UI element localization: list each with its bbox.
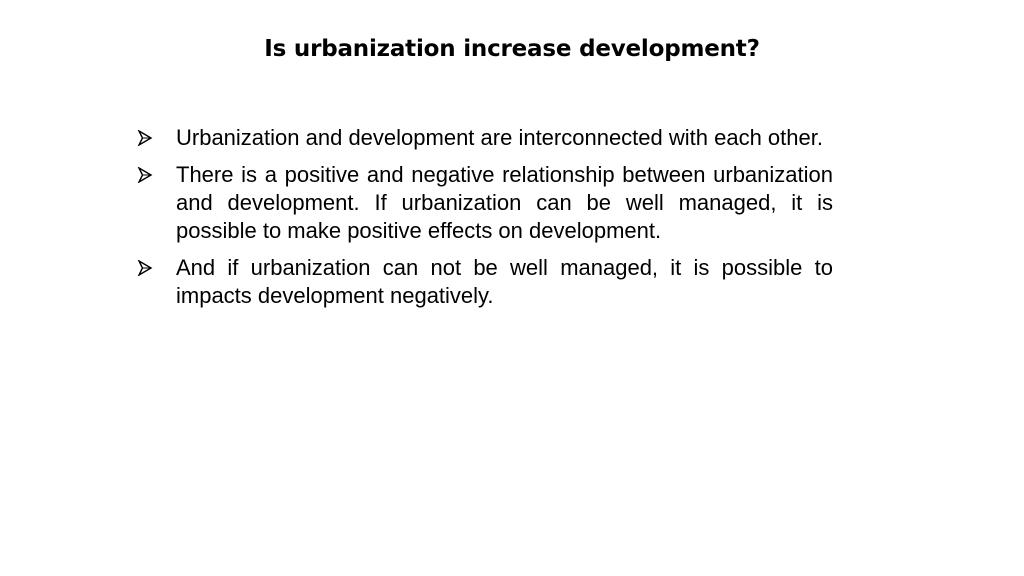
bullet-list (137, 124, 833, 319)
arrowhead-bullet-icon (137, 167, 153, 183)
arrowhead-bullet-icon (137, 130, 153, 146)
slide-title: Is urbanization increase development? (264, 36, 760, 62)
bullet-item (137, 161, 833, 245)
bullet-text: And if urbanization can not be well managed, it is possible to impacts development negatively. (176, 255, 833, 308)
bullet-text: There is a positive and negative relationship between urbanization and development. If urbanization can be well managed, it is possible to make positive effects on development. (176, 162, 833, 243)
bullet-text: Urbanization and development are interconnected with each other. (176, 125, 823, 150)
bullet-item (137, 124, 833, 152)
arrowhead-bullet-icon (137, 260, 153, 276)
bullet-item (137, 254, 833, 310)
